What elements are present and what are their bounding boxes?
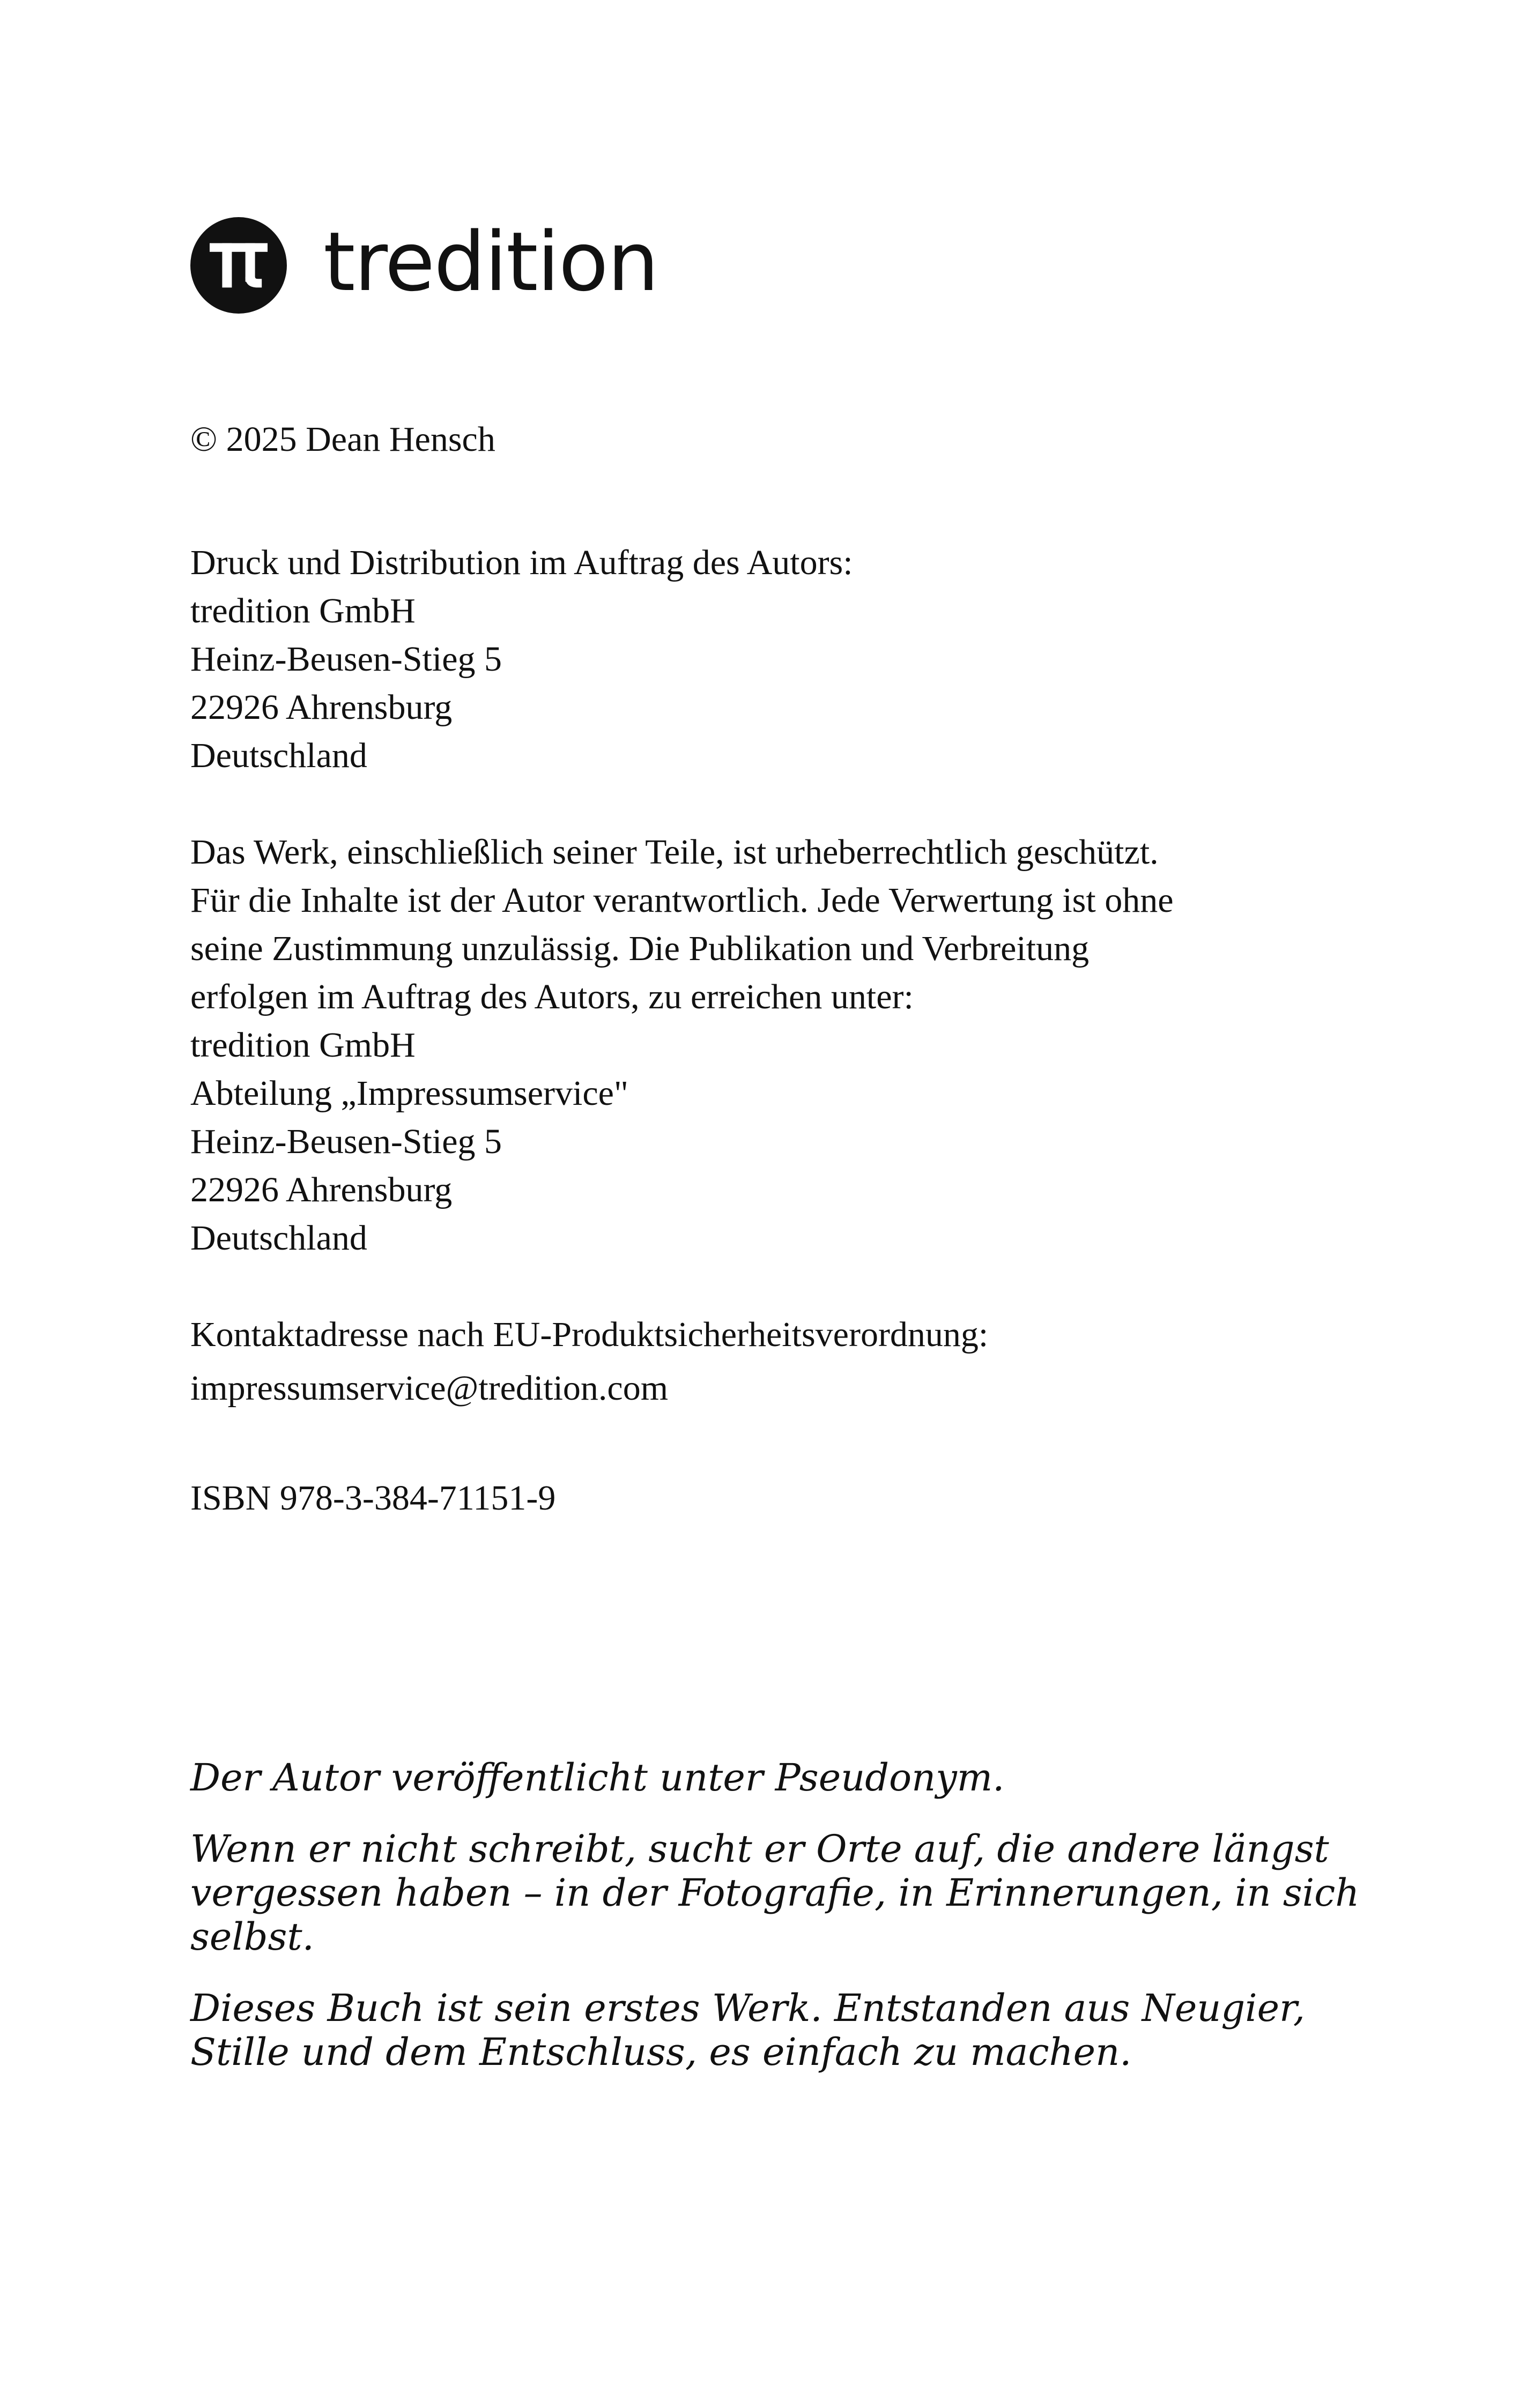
legal-line: seine Zustimmung unzulässig. Die Publikation und Verbreitung — [190, 929, 1090, 968]
copyright-block — [190, 415, 1343, 464]
legal-line: Abteilung „Impressumservice" — [190, 1074, 628, 1113]
bio-line: Der Autor veröffentlicht unter Pseudonym. — [190, 1756, 1005, 1800]
print-line: Deutschland — [190, 736, 367, 775]
logo-wordmark: tredition — [323, 214, 658, 309]
author-bio-paragraph-2 — [190, 1827, 1360, 1959]
isbn-block — [190, 1474, 1343, 1522]
author-bio-paragraph-1 — [190, 1756, 1343, 1800]
copyright-line: © 2025 Dean Hensch — [190, 420, 495, 459]
contact-label: Kontaktadresse nach EU-Produktsicherheitsverordnung: — [190, 1315, 989, 1354]
legal-line: Das Werk, einschließlich seiner Teile, ist urheberrechtlich geschützt. — [190, 833, 1159, 872]
legal-line: erfolgen im Auftrag des Autors, zu erreichen unter: — [190, 977, 914, 1016]
legal-notice-block — [190, 828, 1343, 1262]
bio-line: Dieses Buch ist sein erstes Werk. Entstanden aus Neugier, — [190, 1986, 1306, 2030]
bio-line: vergessen haben – in der Fotografie, in Erinnerungen, in sich — [190, 1871, 1360, 1915]
print-line: Heinz-Beusen-Stieg 5 — [190, 640, 502, 679]
print-line: 22926 Ahrensburg — [190, 688, 453, 727]
legal-line: Deutschland — [190, 1218, 367, 1258]
contact-email[interactable]: impressumservice@tredition.com — [190, 1369, 669, 1408]
contact-block — [190, 1311, 1343, 1413]
isbn-line: ISBN 978-3-384-71151-9 — [190, 1478, 556, 1518]
legal-line: Für die Inhalte ist der Autor verantwortlich. Jede Verwertung ist ohne — [190, 881, 1174, 920]
tredition-logo-icon — [190, 217, 287, 314]
bio-line: Wenn er nicht schreibt, sucht er Orte auf, die andere längst — [190, 1827, 1329, 1871]
legal-line: Heinz-Beusen-Stieg 5 — [190, 1122, 502, 1161]
legal-line: tredition GmbH — [190, 1025, 416, 1065]
legal-line: 22926 Ahrensburg — [190, 1170, 453, 1209]
print-line: Druck und Distribution im Auftrag des Autors: — [190, 543, 853, 582]
author-bio-paragraph-3 — [190, 1986, 1343, 2074]
print-distribution-block — [190, 539, 1343, 780]
bio-line: selbst. — [190, 1915, 314, 1959]
print-line: tredition GmbH — [190, 591, 416, 630]
publisher-logo — [190, 214, 658, 314]
bio-line: Stille und dem Entschluss, es einfach zu machen. — [190, 2030, 1132, 2074]
